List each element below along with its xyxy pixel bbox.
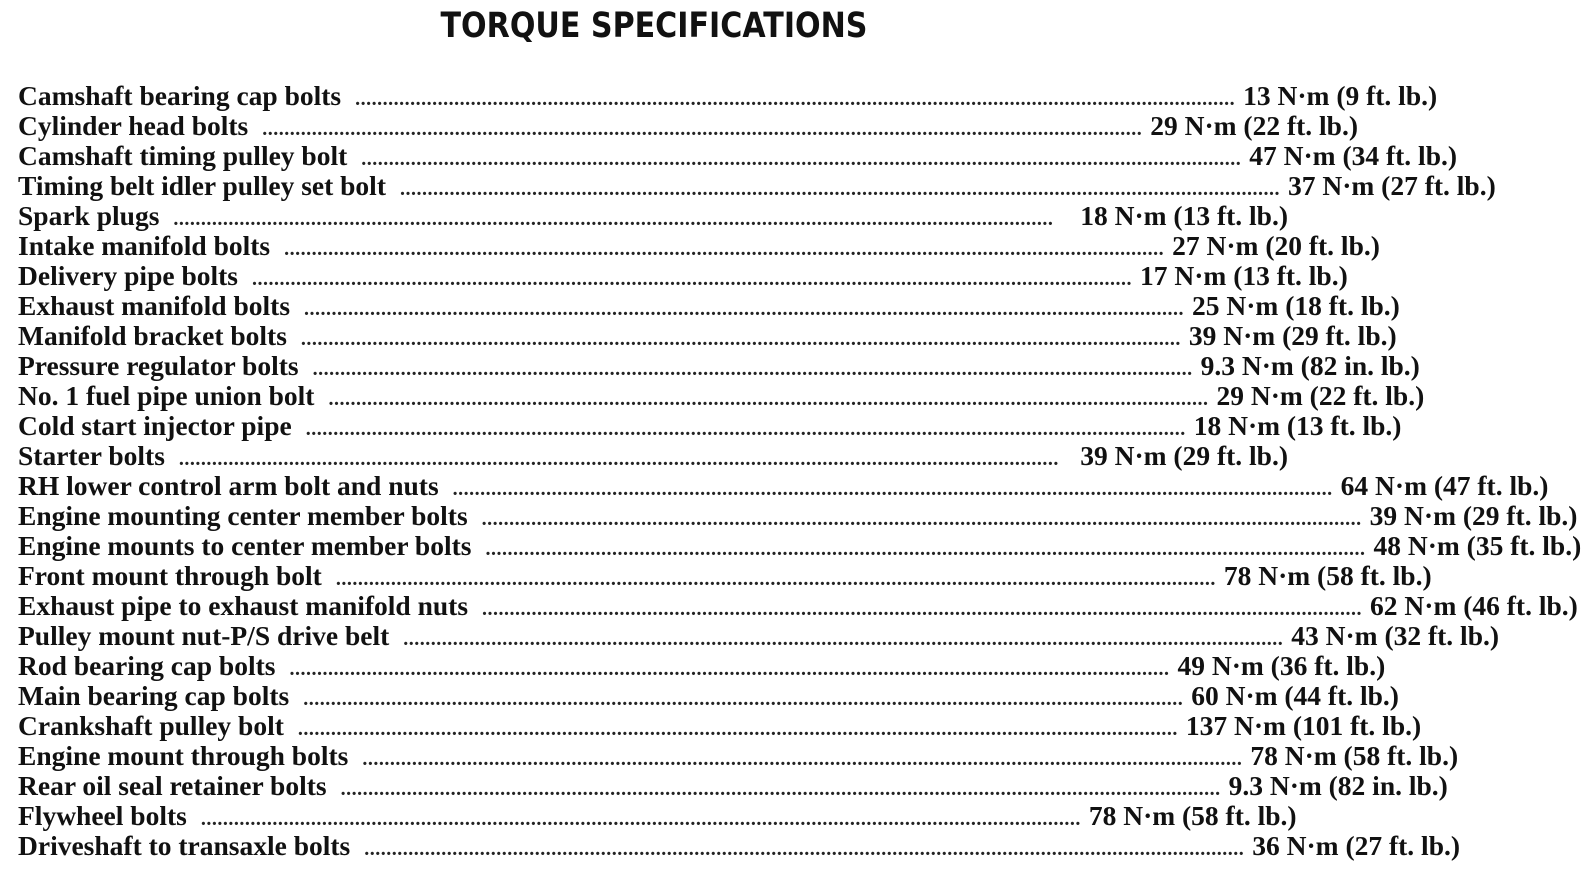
spec-component: Pressure regulator bolts	[18, 350, 299, 381]
dot-leader: ................................................................................................................................................................	[403, 628, 1284, 650]
spec-row	[18, 530, 1581, 561]
spec-value: 37 N·m (27 ft. lb.)	[1287, 170, 1496, 201]
spec-value: 29 N·m (22 ft. lb.)	[1150, 110, 1358, 141]
spec-component: Exhaust manifold bolts	[18, 290, 291, 321]
spec-row	[18, 230, 1380, 261]
dot-leader: ................................................................................................................................................................	[364, 838, 1245, 860]
spec-component: Manifold bracket bolts	[18, 320, 287, 351]
spec-value: 9.3 N·m (82 in. lb.)	[1228, 770, 1448, 801]
spec-value: 137 N·m (101 ft. lb.)	[1185, 710, 1422, 741]
dot-leader: ................................................................................................................................................................	[335, 568, 1216, 590]
spec-row	[18, 800, 1297, 831]
spec-row	[18, 560, 1432, 591]
spec-row	[18, 500, 1578, 531]
spec-value: 39 N·m (29 ft. lb.)	[1080, 440, 1288, 471]
dot-leader: ................................................................................................................................................................	[482, 598, 1363, 620]
dot-leader: ................................................................................................................................................................	[252, 268, 1132, 290]
spec-component: Spark plugs	[18, 200, 160, 231]
spec-component: Intake manifold bolts	[18, 230, 271, 261]
spec-row	[18, 200, 1288, 230]
spec-value: 78 N·m (58 ft. lb.)	[1223, 560, 1432, 591]
spec-row	[18, 80, 1438, 111]
spec-component: No. 1 fuel pipe union bolt	[18, 380, 315, 411]
spec-component: Driveshaft to transaxle bolts	[18, 830, 351, 861]
dot-leader: ................................................................................................................................................................	[481, 508, 1362, 530]
spec-component: Cold start injector pipe	[18, 410, 292, 441]
spec-row	[18, 290, 1400, 321]
spec-row	[18, 440, 1288, 470]
spec-component: Cylinder head bolts	[18, 110, 249, 141]
spec-row	[18, 380, 1425, 411]
spec-value: 48 N·m (35 ft. lb.)	[1373, 530, 1581, 561]
spec-value: 18 N·m (13 ft. lb.)	[1193, 410, 1402, 441]
spec-row	[18, 410, 1402, 441]
dot-leader: ................................................................................................................................................................	[173, 208, 1054, 230]
spec-value: 39 N·m (29 ft. lb.)	[1369, 500, 1578, 531]
dot-leader: ................................................................................................................................................................	[340, 778, 1221, 800]
page-title: TORQUE SPECIFICATIONS	[440, 6, 868, 46]
spec-value: 25 N·m (18 ft. lb.)	[1192, 290, 1400, 321]
spec-component: Camshaft timing pulley bolt	[18, 140, 348, 171]
spec-component: Engine mounts to center member bolts	[18, 530, 472, 561]
spec-value: 78 N·m (58 ft. lb.)	[1250, 740, 1459, 771]
spec-component: Front mount through bolt	[18, 560, 322, 591]
spec-row	[18, 740, 1459, 771]
spec-row	[18, 350, 1420, 381]
spec-row	[18, 170, 1496, 201]
spec-value: 17 N·m (13 ft. lb.)	[1140, 260, 1348, 291]
spec-value: 47 N·m (34 ft. lb.)	[1249, 140, 1458, 171]
dot-leader: ................................................................................................................................................................	[303, 688, 1184, 710]
dot-leader: ................................................................................................................................................................	[361, 148, 1242, 170]
spec-component: Crankshaft pulley bolt	[18, 710, 284, 741]
dot-leader: ................................................................................................................................................................	[485, 538, 1366, 560]
spec-value: 39 N·m (29 ft. lb.)	[1188, 320, 1397, 351]
spec-row	[18, 590, 1578, 621]
spec-value: 13 N·m (9 ft. lb.)	[1243, 80, 1438, 111]
dot-leader: ................................................................................................................................................................	[297, 718, 1178, 740]
dot-leader: ................................................................................................................................................................	[312, 358, 1193, 380]
spec-row	[18, 650, 1386, 681]
dot-leader: ................................................................................................................................................................	[284, 238, 1165, 260]
spec-row	[18, 830, 1461, 861]
torque-spec-list	[18, 80, 1581, 861]
dot-leader: ................................................................................................................................................................	[399, 178, 1280, 200]
spec-row	[18, 110, 1358, 141]
spec-row	[18, 470, 1549, 501]
dot-leader: ................................................................................................................................................................	[289, 658, 1170, 680]
dot-leader: ................................................................................................................................................................	[452, 478, 1333, 500]
spec-component: Camshaft bearing cap bolts	[18, 80, 342, 111]
spec-value: 9.3 N·m (82 in. lb.)	[1200, 350, 1420, 381]
spec-component: Main bearing cap bolts	[18, 680, 290, 711]
spec-value: 49 N·m (36 ft. lb.)	[1177, 650, 1386, 681]
dot-leader: ................................................................................................................................................................	[355, 88, 1236, 110]
spec-row	[18, 140, 1458, 171]
spec-component: RH lower control arm bolt and nuts	[18, 470, 439, 501]
spec-component: Engine mounting center member bolts	[18, 500, 468, 531]
spec-value: 64 N·m (47 ft. lb.)	[1340, 470, 1549, 501]
dot-leader: ................................................................................................................................................................	[305, 418, 1186, 440]
dot-leader: ................................................................................................................................................................	[362, 748, 1243, 770]
spec-component: Rod bearing cap bolts	[18, 650, 276, 681]
spec-component: Timing belt idler pulley set bolt	[18, 170, 386, 201]
spec-component: Delivery pipe bolts	[18, 260, 238, 291]
spec-row	[18, 710, 1422, 741]
spec-value: 29 N·m (22 ft. lb.)	[1216, 380, 1425, 411]
spec-value: 43 N·m (32 ft. lb.)	[1291, 620, 1500, 651]
spec-component: Pulley mount nut-P/S drive belt	[18, 620, 390, 651]
spec-component: Engine mount through bolts	[18, 740, 349, 771]
spec-component: Flywheel bolts	[18, 800, 187, 831]
dot-leader: ................................................................................................................................................................	[328, 388, 1209, 410]
spec-row	[18, 620, 1500, 651]
spec-value: 18 N·m (13 ft. lb.)	[1080, 200, 1288, 231]
dot-leader: ................................................................................................................................................................	[200, 808, 1081, 830]
spec-row	[18, 770, 1448, 801]
spec-value: 27 N·m (20 ft. lb.)	[1172, 230, 1380, 261]
spec-value: 60 N·m (44 ft. lb.)	[1191, 680, 1399, 711]
spec-row	[18, 260, 1348, 291]
spec-component: Starter bolts	[18, 440, 165, 471]
spec-component: Exhaust pipe to exhaust manifold nuts	[18, 590, 469, 621]
spec-row	[18, 680, 1399, 711]
spec-value: 36 N·m (27 ft. lb.)	[1252, 830, 1461, 861]
spec-component: Rear oil seal retainer bolts	[18, 770, 327, 801]
spec-value: 78 N·m (58 ft. lb.)	[1088, 800, 1297, 831]
dot-leader: ................................................................................................................................................................	[178, 448, 1059, 470]
dot-leader: ................................................................................................................................................................	[304, 298, 1185, 320]
dot-leader: ................................................................................................................................................................	[262, 118, 1143, 140]
spec-row	[18, 320, 1397, 351]
dot-leader: ................................................................................................................................................................	[300, 328, 1181, 350]
spec-value: 62 N·m (46 ft. lb.)	[1370, 590, 1578, 621]
